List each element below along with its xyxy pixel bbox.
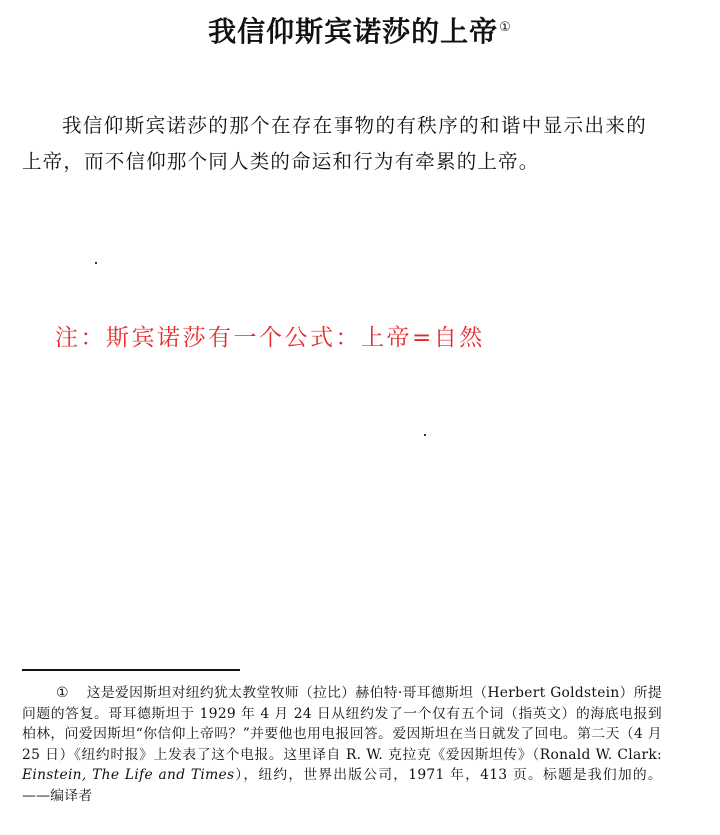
footnote-marker: ① (56, 685, 69, 701)
footnote (22, 683, 662, 807)
footnote-text-part1: 这是爱因斯坦对纽约犹太教堂牧师（拉比）赫伯特·哥耳德斯坦（Herbert Goldstein）所提问题的答复。哥耳德斯坦于 1929 年 4 月 24 日从纽约发了一个仅有五个词（指英文）的海底电报到柏林，问爱因斯坦“你信仰上帝吗？”并要他也用电报回答。爱因斯坦在当日就发了回电。第二天（4 月 25 日）《纽约时报》上发表了这个电报。这里译自 R. W. 克拉克《爱因斯坦传》（Ronald W. Clark: (22, 685, 662, 763)
page-title (0, 12, 720, 52)
footnote-divider (22, 669, 240, 671)
scan-speck (95, 262, 97, 264)
title-footnote-ref[interactable]: ① (499, 20, 512, 35)
title-text: 我信仰斯宾诺莎的上帝 (208, 15, 499, 48)
footnote-book-title: Einstein, The Life and Times (22, 767, 235, 784)
scan-speck (424, 434, 426, 436)
footnote-text-part2: ），纽约，世界出版公司，1971 年，413 页。标题是我们加的。——编译者 (22, 767, 662, 804)
body-paragraph: 我信仰斯宾诺莎的那个在存在事物的有秩序的和谐中显示出来的上帝，而不信仰那个同人类的命运和行为有牵累的上帝。 (22, 113, 647, 173)
annotation-note: 注：斯宾诺莎有一个公式：上帝=自然 (55, 325, 485, 351)
